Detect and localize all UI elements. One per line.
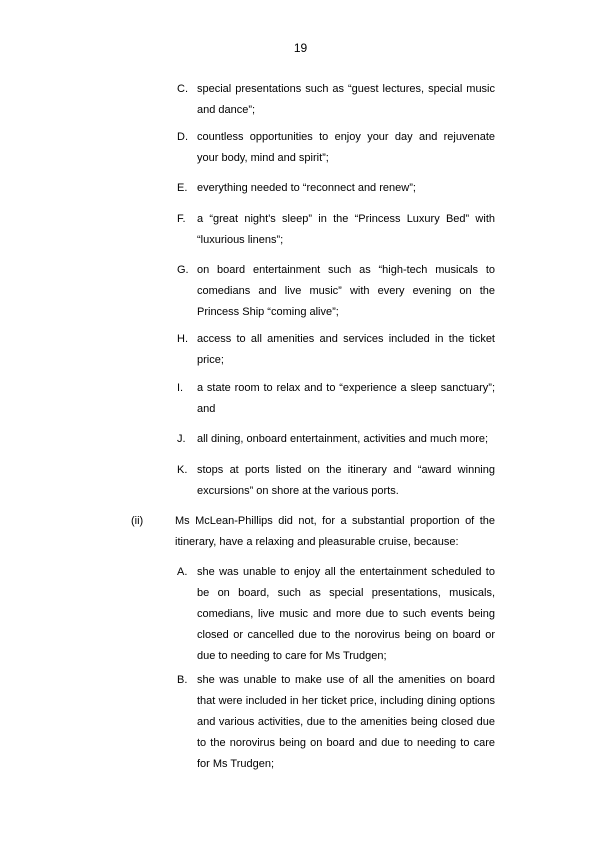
list-item-g [177,260,495,323]
list-item-k [177,460,495,502]
list-item-text: a “great night's sleep” in the “Princess Luxury Bed” with “luxurious linens”; [197,213,495,246]
list-item-i [177,378,495,420]
list-item-f [177,209,495,251]
paragraph-label: (ii) [131,515,144,527]
list-item-text: stops at ports listed on the itinerary and “award winning excursions” on shore at the various ports. [197,464,495,497]
list-item-label: B. [177,674,188,686]
list-item-label: D. [177,131,188,143]
list-item-text: a state room to relax and to “experience a sleep sanctuary”; and [197,382,495,415]
list-item-d [177,127,495,169]
list-item-label: G. [177,264,189,276]
list-item-text: she was unable to make use of all the amenities on board that were included in her ticket price, including dining options and various activities, due to the amenities being closed due to the norovirus being on board and due to needing to care for Ms Trudgen; [197,674,495,770]
page-number: 19 [293,41,308,55]
list-item-j [177,429,495,450]
list-item-text: on board entertainment such as “high-tech musicals to comedians and live music” with every evening on the Princess Ship “coming alive”; [197,264,495,318]
list-item-a [177,562,495,667]
list-item-label: J. [177,433,186,445]
list-item-label: E. [177,182,188,194]
paragraph-ii [131,511,495,553]
list-item-label: K. [177,464,188,476]
list-item-text: everything needed to “reconnect and renew”; [197,182,416,194]
list-item-label: H. [177,333,188,345]
list-item-label: C. [177,83,188,95]
list-item-text: access to all amenities and services included in the ticket price; [197,333,495,366]
paragraph-text: Ms McLean-Phillips did not, for a substantial proportion of the itinerary, have a relaxing and pleasurable cruise, because: [175,515,495,548]
list-item-b [177,670,495,775]
list-item-label: A. [177,566,188,578]
list-item-label: I. [177,382,184,394]
list-item-text: countless opportunities to enjoy your day and rejuvenate your body, mind and spirit”; [197,131,495,164]
list-item-h [177,329,495,371]
list-item-label: F. [177,213,186,225]
list-item-c [177,79,495,121]
list-item-text: she was unable to enjoy all the entertainment scheduled to be on board, such as special presentations, musicals, comedians, live music and more due to such events being closed or cancelled due to the norovirus being on board or due to needing to care for Ms Trudgen; [197,566,495,662]
list-item-text: all dining, onboard entertainment, activities and much more; [197,433,489,445]
list-item-e [177,178,495,199]
list-item-text: special presentations such as “guest lectures, special music and dance”; [197,83,495,116]
